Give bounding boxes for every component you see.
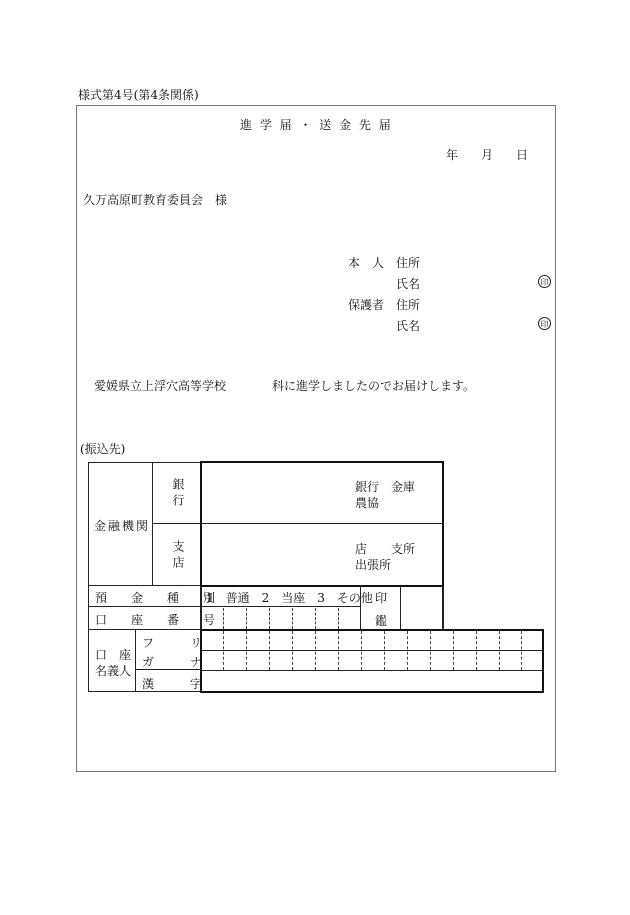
kanji-label: 漢 字 [142,677,203,691]
furigana-char-line-11 [453,631,454,670]
date-month-label[interactable]: 月 [481,148,494,162]
account-digit-line-2 [246,608,247,629]
furigana-char-line-1 [223,631,224,670]
self-address-label[interactable]: 住所 [396,256,421,270]
account-digit-line-1 [223,608,224,629]
holder-label-bottom: 名義人 [95,664,132,678]
guardian-address-label[interactable]: 住所 [396,298,421,312]
guardian-name-label[interactable]: 氏名 [396,319,421,333]
institution-label: 金融機関 [94,519,151,533]
furigana-char-line-3 [269,631,270,670]
holder-box [200,629,544,693]
account-digit-line-6 [338,608,339,629]
self-name-label[interactable]: 氏名 [396,277,421,291]
furigana-char-line-13 [499,631,500,670]
furigana-char-line-12 [476,631,477,670]
date-year-label[interactable]: 年 [446,148,459,162]
table-top-thin [88,462,201,463]
transfer-section-label: (振込先) [80,442,126,456]
furigana-char-line-5 [315,631,316,670]
self-seal-mark: 印 [538,275,551,288]
deposit-type-options[interactable]: 1 普通 2 当座 3 その他 [206,591,373,605]
holder-label-top: 口 座 [95,648,132,662]
account-row-line [200,606,361,607]
school-name: 愛媛県立上浮穴高等学校 [94,379,227,393]
bank-col-label: 銀行 [171,478,185,510]
account-digit-line-3 [269,608,270,629]
bank-branch-divider [201,523,443,524]
self-label: 本 人 [348,256,385,270]
furigana-char-line-9 [407,631,408,670]
branch-col-label: 支店 [171,540,185,572]
row-divider-deposit [88,585,201,586]
furigana-label-bottom: ガ ナ [142,655,203,669]
holder-row-line-2 [201,670,543,671]
furigana-char-line-4 [292,631,293,670]
furigana-char-line-14 [521,631,522,670]
furigana-char-line-7 [361,631,362,670]
account-digit-line-4 [292,608,293,629]
bank-branch-divider-left [152,523,201,524]
seal-label-bottom: 鑑 [375,614,388,628]
account-digit-line-5 [315,608,316,629]
form-title: 進 学 届 ・ 送 金 先 届 [240,118,393,132]
row-divider-account [88,606,201,607]
bank-options-line-2[interactable]: 農協 [355,496,380,510]
branch-options-line-1[interactable]: 店 支所 [355,542,416,556]
furigana-char-line-8 [384,631,385,670]
branch-options-line-2[interactable]: 出張所 [355,558,392,572]
seal-left-edge [400,586,401,630]
account-number-label: 口 座 番 号 [95,613,216,627]
furigana-label-top: フ リ [142,636,203,650]
guardian-seal-mark: 印 [538,317,551,330]
seal-label-top: 印 [375,591,388,605]
deposit-type-label: 預 金 種 別 [95,591,216,605]
holder-row-line-1 [201,650,543,651]
holder-divider [135,629,136,691]
furigana-char-line-6 [338,631,339,670]
furigana-char-line-2 [246,631,247,670]
row-divider-holder [88,629,201,630]
guardian-label: 保護者 [348,298,385,312]
furigana-char-line-10 [430,631,431,670]
date-day-label[interactable]: 日 [516,148,529,162]
form-number: 様式第4号(第4条関係) [78,88,199,102]
table-left-edge [88,462,89,692]
statement-text: 科に進学しましたのでお届けします。 [272,379,476,393]
seal-right-edge [442,586,444,630]
bank-options-line-1[interactable]: 銀行 金庫 [355,480,416,494]
addressee: 久万高原町教育委員会 様 [83,193,228,207]
